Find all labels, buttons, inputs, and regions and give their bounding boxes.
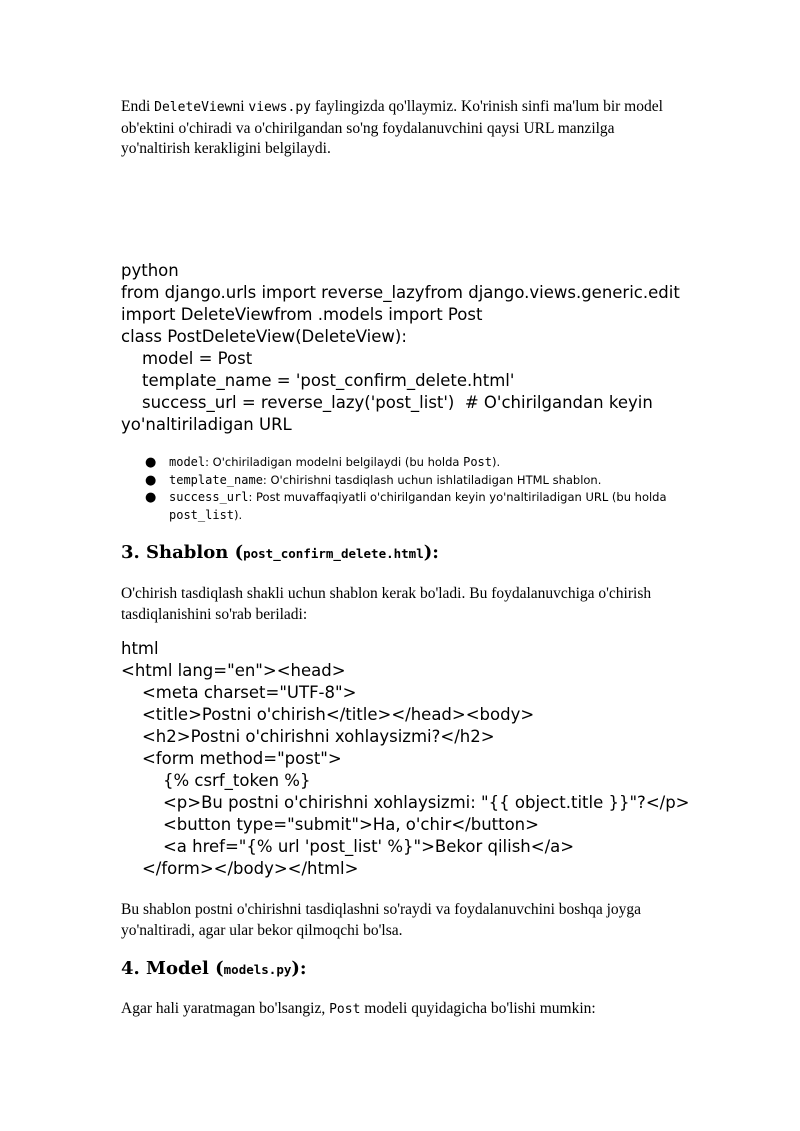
python-code-line: success_url = reverse_lazy('post_list') # O'chirilgandan keyin <box>121 393 653 412</box>
bullet-code: model <box>169 455 206 469</box>
python-code-block <box>121 260 721 436</box>
bullet-code: success_url <box>169 490 249 504</box>
bullet-dot-icon: ● <box>145 455 157 470</box>
bullet-tail: ). <box>492 455 501 469</box>
html-code-line: <button type="submit">Ha, o'chir</button> <box>121 815 539 834</box>
heading-prefix: 4. Model ( <box>121 958 224 979</box>
python-code-line: class PostDeleteView(DeleteView): <box>121 327 407 346</box>
html-code-line: </form></body></html> <box>121 859 359 878</box>
list-item <box>145 454 685 472</box>
bullet-text: : O'chirishni tasdiqlash uchun ishlatiladigan HTML shablon. <box>262 472 602 487</box>
html-code-line: <p>Bu postni o'chirishni xohlaysizmi: "{{ object.title }}"?</p> <box>121 793 690 812</box>
section-3-heading <box>121 541 439 566</box>
python-code-line: yo'naltiriladigan URL <box>121 415 292 434</box>
python-lang-label: python <box>121 261 179 280</box>
section-4-heading <box>121 957 307 982</box>
section-3-paragraph: O'chirish tasdiqlash shakli uchun shablon kerak bo'ladi. Bu foydalanuvchiga o'chirish tasdiqlanishini so'rab beriladi: <box>121 585 652 623</box>
html-code-block <box>121 638 721 880</box>
heading-suffix: ): <box>423 542 439 563</box>
intro-code-deleteview: DeleteView <box>154 100 233 115</box>
bullet-code: post_list <box>169 507 235 522</box>
heading-suffix: ): <box>291 958 307 979</box>
html-code-line: <h2>Postni o'chirishni xohlaysizmi?</h2> <box>121 727 495 746</box>
html-code-line: <form method="post"> <box>121 749 342 768</box>
python-code-line: from django.urls import reverse_lazyfrom django.views.generic.edit <box>121 283 680 302</box>
list-item <box>145 472 685 490</box>
section-4-code-post: Post <box>329 1002 361 1017</box>
intro-prefix: Endi <box>121 98 155 115</box>
bullet-text: : Post muvaffaqiyatli o'chirilgandan keyin yo'naltiriladigan URL (bu holda <box>248 490 667 504</box>
python-code-line: import DeleteViewfrom .models import Post <box>121 305 483 324</box>
after-html-paragraph: Bu shablon postni o'chirishni tasdiqlashni so'raydi va foydalanuvchini boshqa joyga yo'naltiradi, agar ular bekor qilmoqchi bo'lsa. <box>121 901 642 939</box>
python-code-line: model = Post <box>121 349 253 368</box>
intro-rest: faylingizda qo'llaymiz. Ko'rinish sinfi ma'lum bir model ob'ektini o'chiradi va o'chirilgandan so'ng foydalanuvchini qaysi URL manzilga yo'naltirish kerakligini belgilaydi. <box>121 98 663 157</box>
python-code-line: template_name = 'post_confirm_delete.html' <box>121 371 515 390</box>
section-4-text-prefix: Agar hali yaratmagan bo'lsangiz, <box>121 1000 330 1017</box>
intro-code-views-py: views.py <box>248 100 311 115</box>
html-code-line: <html lang="en"><head> <box>121 661 346 680</box>
list-item <box>145 489 685 524</box>
intro-mid: ni <box>232 98 249 115</box>
html-code-line: <meta charset="UTF-8"> <box>121 683 357 702</box>
attribute-bullet-list <box>145 454 685 524</box>
bullet-dot-icon: ● <box>145 490 157 505</box>
heading-code: models.py <box>223 962 292 977</box>
html-code-line: <a href="{% url 'post_list' %}">Bekor qilish</a> <box>121 837 575 856</box>
bullet-text: : O'chiriladigan modelni belgilaydi (bu holda <box>205 455 464 469</box>
html-code-line: {% csrf_token %} <box>121 771 311 790</box>
html-lang-label: html <box>121 639 159 658</box>
bullet-code: template_name <box>169 472 263 487</box>
section-4-paragraph <box>121 999 686 1021</box>
heading-prefix: 3. Shablon ( <box>121 542 244 563</box>
html-code-line: <title>Postni o'chirish</title></head><body> <box>121 705 535 724</box>
intro-paragraph <box>121 97 686 160</box>
section-4-text-rest: modeli quyidagicha bo'lishi mumkin: <box>360 1000 596 1017</box>
bullet-code: Post <box>463 455 492 469</box>
heading-code: post_confirm_delete.html <box>243 546 424 561</box>
bullet-dot-icon: ● <box>145 472 157 488</box>
bullet-tail: ). <box>234 507 243 522</box>
